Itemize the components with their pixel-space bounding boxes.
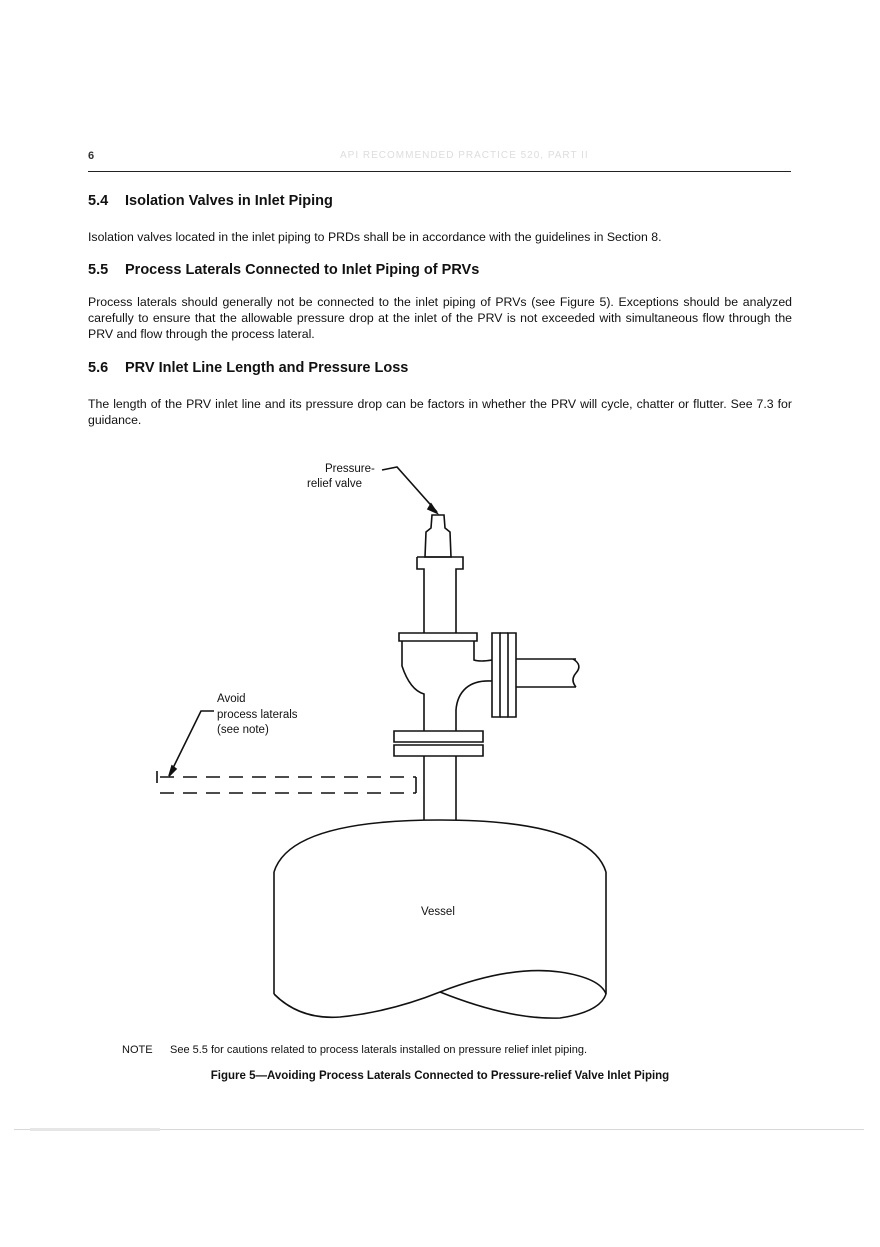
- label-prv-line1: Pressure-: [325, 463, 375, 475]
- page-number: 6: [88, 150, 95, 162]
- label-avoid-line1: Avoid: [217, 693, 246, 705]
- avoid-leader-arrow: [169, 711, 214, 776]
- running-header: API RECOMMENDED PRACTICE 520, PART II: [340, 150, 589, 161]
- section-5-5-body: Process laterals should generally not be connected to the inlet piping of PRVs (see Figure 5). Exceptions should be analyzed carefully to ensure that the allowable pressure drop at the inlet of the PRV is not exceeded with simultaneous flow through the PRV and flow through the process lateral.: [88, 295, 792, 341]
- label-avoid-line3: (see note): [217, 724, 269, 736]
- section-5-4-heading: 5.4 Isolation Valves in Inlet Piping: [88, 193, 333, 209]
- figure-note: NOTE See 5.5 for cautions related to process laterals installed on pressure relief inlet piping.: [122, 1044, 588, 1056]
- section-5-6-body: The length of the PRV inlet line and its pressure drop can be factors in whether the PRV will cycle, chatter or flutter. See 7.3 for guidance.: [88, 397, 792, 427]
- label-avoid-line2: process laterals: [217, 709, 298, 721]
- inlet-flanges: [394, 731, 483, 756]
- prv-leader-arrow: [382, 467, 437, 513]
- vessel: [274, 820, 606, 1018]
- label-vessel: Vessel: [421, 906, 455, 918]
- label-prv-line2: relief valve: [307, 478, 362, 490]
- inlet-pipe: [424, 756, 456, 820]
- footer-rule-accent: [30, 1128, 160, 1131]
- section-5-4-body: Isolation valves located in the inlet piping to PRDs shall be in accordance with the guidelines in Section 8.: [88, 230, 662, 244]
- section-5-6-heading: 5.6 PRV Inlet Line Length and Pressure Loss: [88, 360, 409, 376]
- process-lateral-dashed: [160, 777, 416, 793]
- section-5-5-heading: 5.5 Process Laterals Connected to Inlet Piping of PRVs: [88, 262, 480, 278]
- figure-caption: Figure 5—Avoiding Process Laterals Connected to Pressure-relief Valve Inlet Piping: [210, 1070, 670, 1082]
- pressure-relief-valve: [399, 515, 579, 731]
